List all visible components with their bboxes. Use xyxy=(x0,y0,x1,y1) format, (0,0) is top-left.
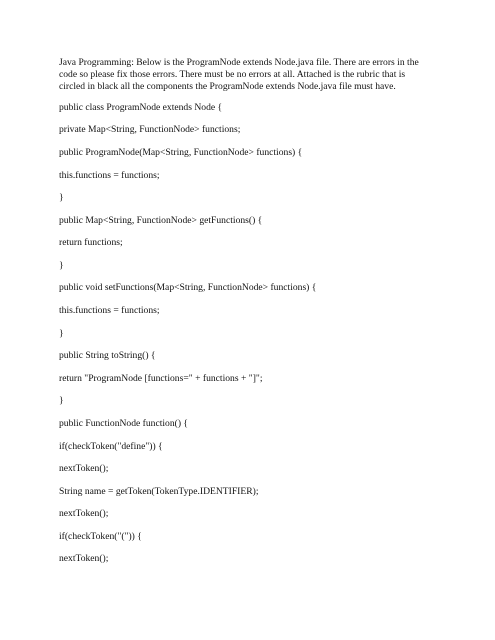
code-line: this.functions = functions; xyxy=(59,170,160,181)
code-line: } xyxy=(59,260,64,271)
code-line: if(checkToken("define")) { xyxy=(59,441,163,452)
code-line: nextToken(); xyxy=(59,508,109,519)
intro-line: circled in black all the components the ProgramNode extends Node.java file must have. xyxy=(59,81,396,92)
code-line: } xyxy=(59,395,64,406)
code-line: private Map<String, FunctionNode> functions; xyxy=(59,124,241,135)
code-line: return functions; xyxy=(59,237,123,248)
intro-paragraph xyxy=(59,57,439,93)
code-line: this.functions = functions; xyxy=(59,305,160,316)
code-line: public FunctionNode function() { xyxy=(59,418,189,429)
code-line: public class ProgramNode extends Node { xyxy=(59,102,223,113)
code-line: public void setFunctions(Map<String, FunctionNode> functions) { xyxy=(59,282,317,293)
intro-line: Java Programming: Below is the ProgramNode extends Node.java file. There are errors in the xyxy=(59,57,419,68)
code-line: return "ProgramNode [functions=" + functions + "]"; xyxy=(59,373,263,384)
code-line: nextToken(); xyxy=(59,553,109,564)
code-line: String name = getToken(TokenType.IDENTIFIER); xyxy=(59,486,259,497)
code-line: public Map<String, FunctionNode> getFunctions() { xyxy=(59,215,263,226)
code-line: } xyxy=(59,192,64,203)
code-line: public String toString() { xyxy=(59,350,156,361)
intro-line: code so please fix those errors. There must be no errors at all. Attached is the rubric that is xyxy=(59,69,406,80)
code-line: if(checkToken("(")) { xyxy=(59,531,142,542)
code-line: nextToken(); xyxy=(59,463,109,474)
code-line: public ProgramNode(Map<String, FunctionNode> functions) { xyxy=(59,147,303,158)
code-line: } xyxy=(59,328,64,339)
